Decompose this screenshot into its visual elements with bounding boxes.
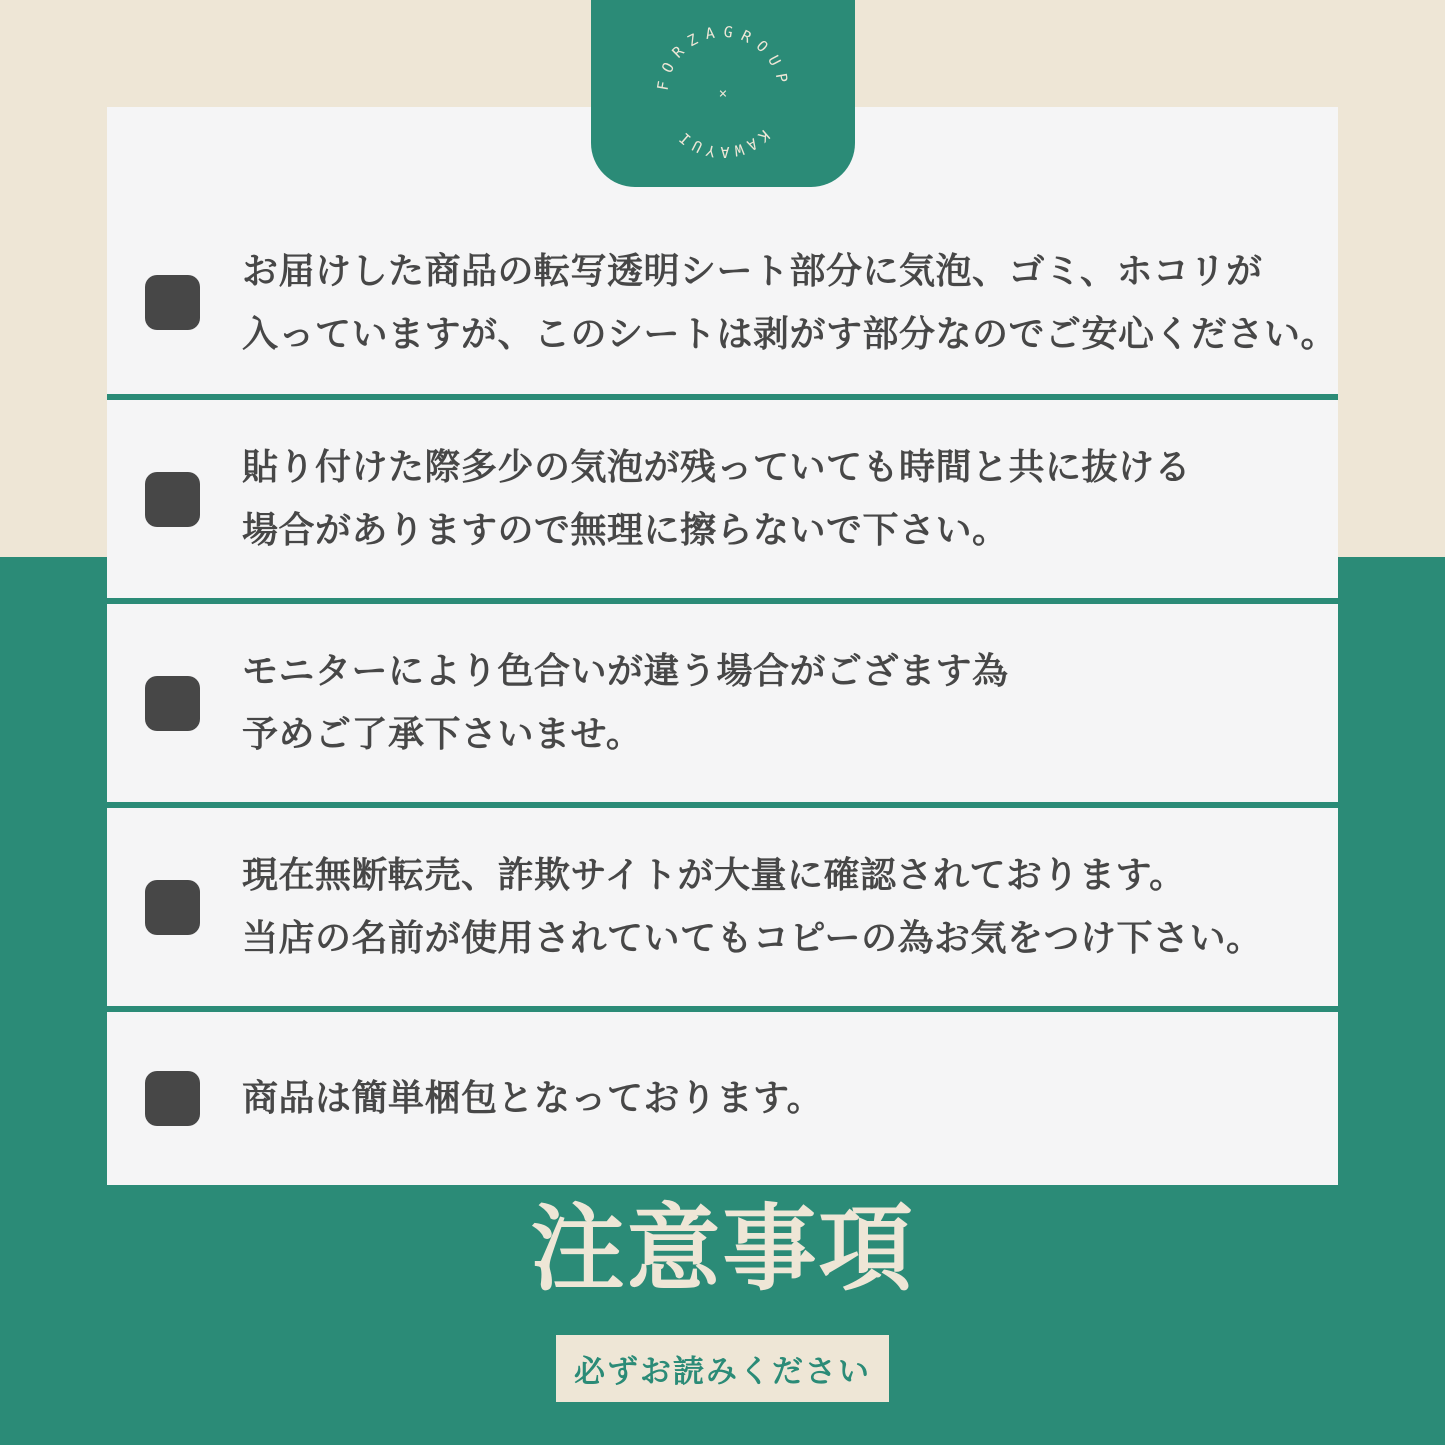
notice-card (107, 107, 1338, 1185)
checkbox-icon (145, 880, 200, 935)
notice-text-3 (242, 640, 1009, 766)
notice-row-3 (107, 604, 1338, 802)
notice-line: 入っていますが、このシートは剥がす部分なのでご安心ください。 (242, 313, 1338, 355)
notice-line: 現在無断転売、詐欺サイトが大量に確認されております。 (242, 855, 1186, 896)
notice-line: 当店の名前が使用されていてもコピーの為お気をつけ下さい。 (242, 918, 1263, 959)
notice-line: 予めご了承下さいませ。 (242, 714, 643, 755)
notice-text-1 (242, 240, 1337, 366)
notice-line: モニターにより色合いが違う場合がござます為 (242, 651, 1009, 692)
checkbox-icon (145, 472, 200, 527)
brand-badge (591, 0, 855, 187)
read-notice-text: 必ずお読みください (574, 1354, 871, 1390)
notice-line: 商品は簡単梱包となっております。 (242, 1078, 824, 1119)
read-notice-label (556, 1335, 889, 1402)
footer-title: 注意事項 (530, 1195, 915, 1304)
brand-circular-logo (591, 0, 855, 187)
notice-text-4 (242, 844, 1263, 970)
notice-line: 貼り付けた際多少の気泡が残っていても時間と共に抜ける (242, 447, 1192, 488)
checkbox-icon (145, 275, 200, 330)
notice-text-2 (242, 436, 1191, 562)
brand-x-separator: × (718, 86, 728, 102)
notice-text-5 (242, 1067, 823, 1130)
checkbox-icon (145, 1071, 200, 1126)
notice-line: お届けした商品の転写透明シート部分に気泡、ゴミ、ホコリが (242, 250, 1263, 292)
checkbox-icon (145, 676, 200, 731)
notice-line: 場合がありますので無理に擦らないで下さい。 (242, 510, 1009, 551)
notice-row-4 (107, 808, 1338, 1006)
brand-arc-bottom-text: KAWAYUI (672, 126, 774, 161)
brand-arc-top-text: FORZAGROUP (653, 22, 793, 92)
notice-row-5 (107, 1012, 1338, 1185)
notice-row-2 (107, 400, 1338, 598)
